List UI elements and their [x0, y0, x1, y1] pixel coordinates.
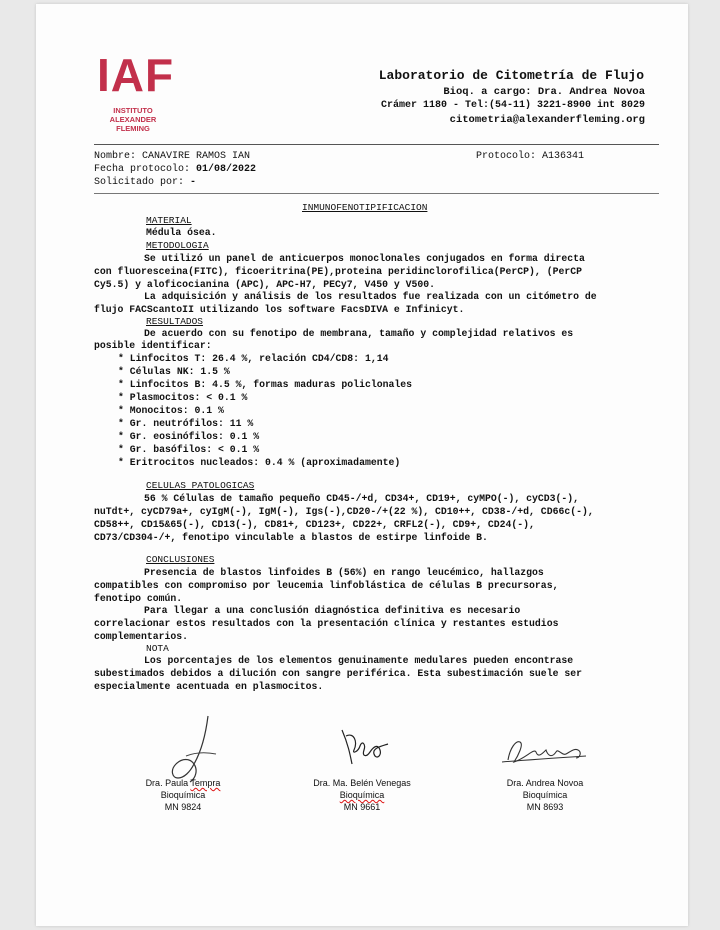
material-text: Médula ósea.: [146, 227, 217, 238]
patient-name: Nombre: CANAVIRE RAMOS IAN: [94, 151, 251, 162]
pathology-heading: CELULAS PATOLOGICAS: [146, 480, 255, 491]
lab-email: citometria@alexanderfleming.org: [449, 114, 645, 126]
results-heading: RESULTADOS: [146, 316, 204, 327]
signature-mark-venegas: [336, 724, 404, 770]
protocol-date: Fecha protocolo: 01/08/2022: [94, 164, 257, 175]
pathology-line: 56 % Células de tamaño pequeño CD45-/+d, CD34+, CD19+, cyMPO(-), cyCD3(-),: [144, 493, 580, 504]
material-heading: MATERIAL: [146, 215, 192, 226]
method-line: La adquisición y análisis de los resultados fue realizada con un citómetro de: [144, 291, 597, 302]
results-item: * Linfocitos T: 26.4 %, relación CD4/CD8: 1,14: [118, 353, 389, 364]
method-line: Se utilizó un panel de anticuerpos monoclonales conjugados en forma directa: [144, 253, 585, 264]
results-item: * Monocitos: 0.1 %: [118, 405, 224, 416]
logo-subtitle: INSTITUTO ALEXANDER FLEMING: [109, 106, 157, 133]
patient-divider: [94, 193, 659, 194]
signature-tempra: Dra. Paula Tempra Bioquímica MN 9824: [145, 778, 221, 812]
pathology-line: nuTdt+, cyCD79a+, cyIgM(-), IgM(-), Igs(-),CD20-/+(22 %), CD10++, CD38-/+d, CD66c(-),: [94, 506, 594, 517]
results-item: * Plasmocitos: < 0.1 %: [118, 392, 248, 403]
report-title: INMUNOFENOTIPIFICACION: [302, 202, 428, 213]
results-item: * Gr. neutrófilos: 11 %: [118, 418, 254, 429]
signature-mark-tempra: [156, 712, 236, 784]
conclusion-line: correlacionar estos resultados con la presentación clínica y restantes estudios: [94, 618, 559, 629]
method-line: Cy5.5) y aloficocianina (APC), APC-H7, PECy7, V450 y V500.: [94, 279, 435, 290]
conclusion-line: fenotipo común.: [94, 593, 183, 604]
results-intro: posible identificar:: [94, 340, 212, 351]
signature-mark-novoa: [496, 734, 596, 774]
report-page: [36, 4, 688, 926]
note-heading: NOTA: [146, 643, 169, 654]
method-line: flujo FACScantoII utilizando los software FacsDIVA e Infinicyt.: [94, 304, 465, 315]
pathology-line: CD73/CD304-/+, fenotipo vinculable a blastos de estirpe linfoide B.: [94, 532, 488, 543]
conclusion-line: Para llegar a una conclusión diagnóstica definitiva es necesario: [144, 605, 521, 616]
note-line: especialmente acentuada en plasmocitos.: [94, 681, 324, 692]
header-divider: [94, 144, 659, 145]
results-item: * Linfocitos B: 4.5 %, formas maduras policlonales: [118, 379, 412, 390]
method-heading: METODOLOGIA: [146, 240, 209, 251]
results-item: * Células NK: 1.5 %: [118, 366, 230, 377]
results-intro: De acuerdo con su fenotipo de membrana, tamaño y complejidad relativos es: [144, 328, 574, 339]
lab-address: Crámer 1180 - Tel:(54-11) 3221-8900 int 8029: [380, 100, 645, 111]
method-line: con fluoresceina(FITC), ficoeritrina(PE),proteina peridinclorofilica(PerCP), (PerCP: [94, 266, 582, 277]
lab-name: Laboratorio de Citometría de Flujo: [378, 68, 644, 83]
iaf-logo: IAF: [97, 49, 175, 101]
note-line: Los porcentajes de los elementos genuinamente medulares pueden encontrase: [144, 655, 574, 666]
conclusion-line: Presencia de blastos linfoides B (56%) en rango leucémico, hallazgos: [144, 567, 544, 578]
lab-head: Bioq. a cargo: Dra. Andrea Novoa: [443, 86, 645, 98]
pathology-line: CD58++, CD15&65(-), CD13(-), CD81+, CD123+, CD22+, CRFL2(-), CD9+, CD24(-),: [94, 519, 535, 530]
results-item: * Eritrocitos nucleados: 0.4 % (aproximadamente): [118, 457, 401, 468]
conclusion-line: compatibles con compromiso por leucemia linfoblástica de células B precursoras,: [94, 580, 559, 591]
signature-venegas: Dra. Ma. Belén Venegas Bioquímica MN 9661: [313, 778, 411, 812]
protocol-number: Protocolo: A136341: [476, 151, 585, 162]
requested-by: Solicitado por: -: [94, 177, 197, 188]
results-item: * Gr. eosinófilos: 0.1 %: [118, 431, 260, 442]
signature-novoa: Dra. Andrea Novoa Bioquímica MN 8693: [506, 778, 584, 812]
conclusions-heading: CONCLUSIONES: [146, 554, 215, 565]
results-item: * Gr. basófilos: < 0.1 %: [118, 444, 260, 455]
conclusion-line: complementarios.: [94, 631, 189, 642]
note-line: subestimados debidos a dilución con sangre periférica. Esta subestimación suele ser: [94, 668, 582, 679]
